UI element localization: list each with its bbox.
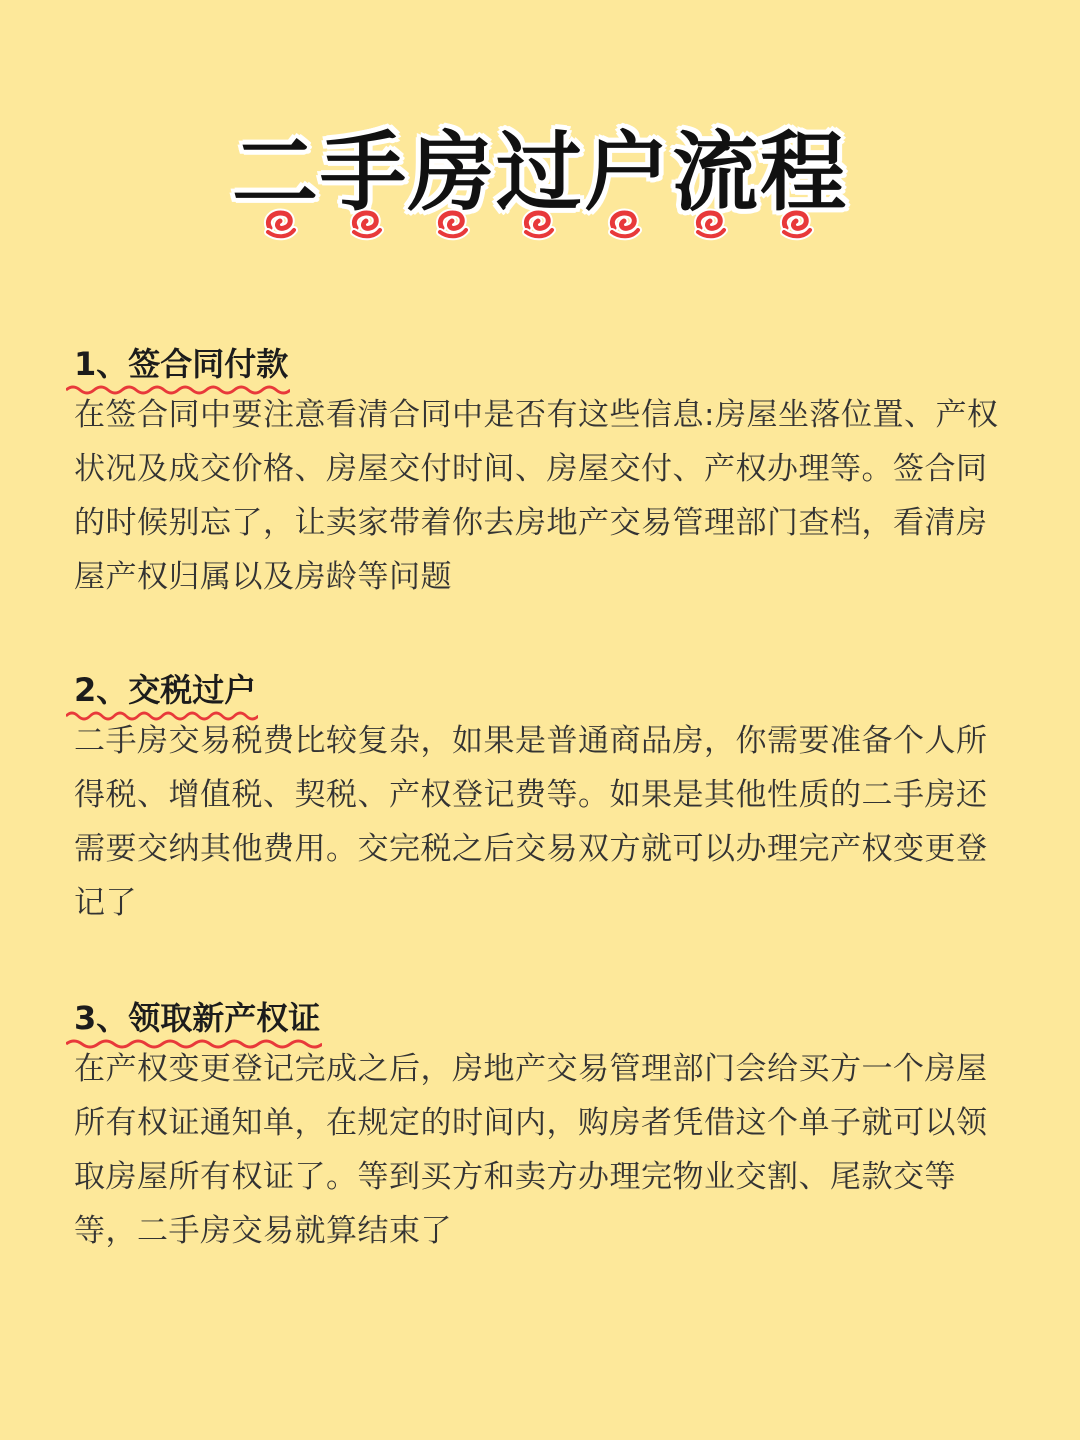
red-swirl-decoration-icon	[520, 206, 556, 242]
red-swirl-decoration-icon	[606, 206, 642, 242]
wavy-underline-decoration	[66, 1038, 322, 1050]
red-swirl-decoration-icon	[778, 206, 814, 242]
red-swirl-decoration-icon	[434, 206, 470, 242]
section-receive-certificate	[74, 998, 1004, 1258]
page-title: 二手房过户流程	[232, 123, 848, 223]
red-swirl-decoration-icon	[692, 206, 728, 242]
wavy-underline-decoration	[66, 384, 290, 396]
section-body-text: 二手房交易税费比较复杂，如果是普通商品房，你需要准备个人所得税、增值税、契税、产权登记费等。如果是其他性质的二手房还需要交纳其他费用。交完税之后交易双方就可以办理完产权变更登记了	[74, 723, 988, 921]
title-ornament-row	[262, 206, 822, 242]
section-heading-text: 1、签合同付款	[74, 345, 289, 383]
section-heading-text: 2、交税过户	[74, 671, 257, 709]
section-heading	[74, 344, 288, 384]
section-body-text: 在产权变更登记完成之后，房地产交易管理部门会给买方一个房屋所有权证通知单，在规定的时间内，购房者凭借这个单子就可以领取房屋所有权证了。等到买方和卖方办理完物业交割、尾款交等等，二手房交易就算结束了	[74, 1051, 988, 1249]
section-heading	[74, 670, 256, 710]
section-heading	[74, 998, 320, 1038]
section-heading-text: 3、领取新产权证	[74, 999, 321, 1037]
red-swirl-decoration-icon	[348, 206, 384, 242]
wavy-underline-decoration	[66, 710, 258, 722]
section-body-text: 在签合同中要注意看清合同中是否有这些信息:房屋坐落位置、产权状况及成交价格、房屋交付时间、房屋交付、产权办理等。签合同的时候别忘了，让卖家带着你去房地产交易管理部门查档，看清房屋产权归属以及房龄等问题	[74, 397, 999, 595]
section-pay-tax-transfer	[74, 670, 1004, 930]
red-swirl-decoration-icon	[262, 206, 298, 242]
section-sign-contract	[74, 344, 1004, 604]
